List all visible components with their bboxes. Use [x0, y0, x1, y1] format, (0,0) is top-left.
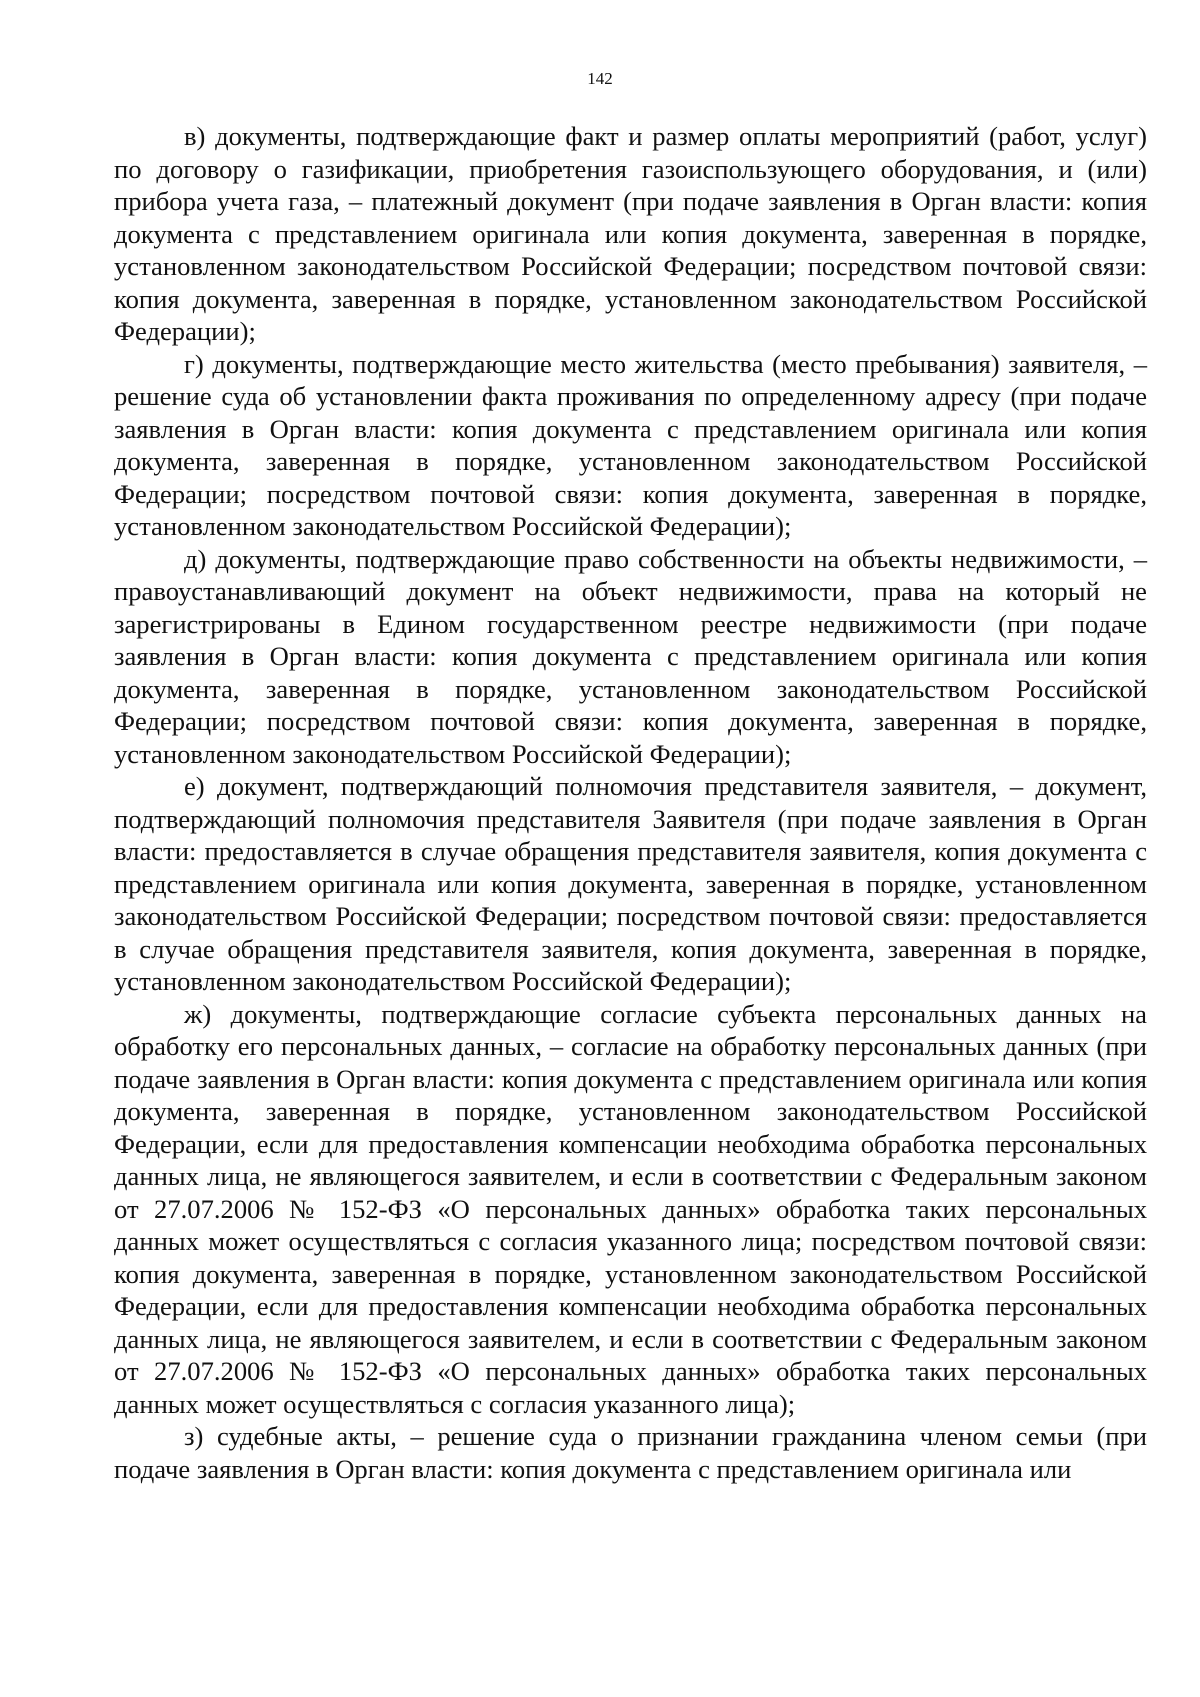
document-body: [114, 120, 1147, 1485]
paragraph-z-court-acts: з) судебные акты, – решение суда о признании гражданина членом семьи (при подаче заявления в Орган власти: копия документа с представлением оригинала или: [114, 1421, 1147, 1484]
paragraph-zh-personal-data-consent: ж) документы, подтверждающие согласие субъекта персональных данных на обработку его персональных данных, – согласие на обработку персональных данных (при подаче заявления в Орган власти: копия документа с представлением оригинала или копия документа, заверенная в порядке, установленном законодательством Российской Федерации, если для предоставления компенсации необходима обработка персональных данных лица, не являющегося заявителем, и если в соответствии с Федеральным законом от 27.07.2006 № 152-ФЗ «О персональных данных» обработка таких персональных данных может осуществляться с согласия указанного лица; посредством почтовой связи: копия документа, заверенная в порядке, установленном законодательством Российской Федерации, если для предоставления компенсации необходима обработка персональных данных лица, не являющегося заявителем, и если в соответствии с Федеральным законом от 27.07.2006 № 152-ФЗ «О персональных данных» обработка таких персональных данных может осуществляться с согласия указанного лица);: [114, 998, 1147, 1419]
page-number: 142: [587, 69, 613, 88]
paragraph-v-payment-documents: в) документы, подтверждающие факт и размер оплаты мероприятий (работ, услуг) по договору о газификации, приобретения газоиспользующего оборудования, и (или) прибора учета газа, – платежный документ (при подаче заявления в Орган власти: копия документа с представлением оригинала или копия документа, заверенная в порядке, установленном законодательством Российской Федерации; посредством почтовой связи: копия документа, заверенная в порядке, установленном законодательством Российской Федерации);: [114, 121, 1147, 346]
paragraph-d-property-documents: д) документы, подтверждающие право собственности на объекты недвижимости, – правоустанавливающий документ на объект недвижимости, права на который не зарегистрированы в Едином государственном реестре недвижимости (при подаче заявления в Орган власти: копия документа с представлением оригинала или копия документа, заверенная в порядке, установленном законодательством Российской Федерации; посредством почтовой связи: копия документа, заверенная в порядке, установленном законодательством Российской Федерации);: [114, 543, 1147, 769]
paragraph-g-residence-documents: г) документы, подтверждающие место жительства (место пребывания) заявителя, – решение суда об установлении факта проживания по определенному адресу (при подаче заявления в Орган власти: копия документа с представлением оригинала или копия документа, заверенная в порядке, установленном законодательством Российской Федерации; посредством почтовой связи: копия документа, заверенная в порядке, установленном законодательством Российской Федерации);: [114, 348, 1147, 541]
paragraph-e-representative-authority: е) документ, подтверждающий полномочия представителя заявителя, – документ, подтверждающий полномочия представителя Заявителя (при подаче заявления в Орган власти: предоставляется в случае обращения представителя заявителя, копия документа с представлением оригинала или копия документа, заверенная в порядке, установленном законодательством Российской Федерации; посредством почтовой связи: предоставляется в случае обращения представителя заявителя, копия документа, заверенная в порядке, установленном законодательством Российской Федерации);: [114, 771, 1147, 996]
